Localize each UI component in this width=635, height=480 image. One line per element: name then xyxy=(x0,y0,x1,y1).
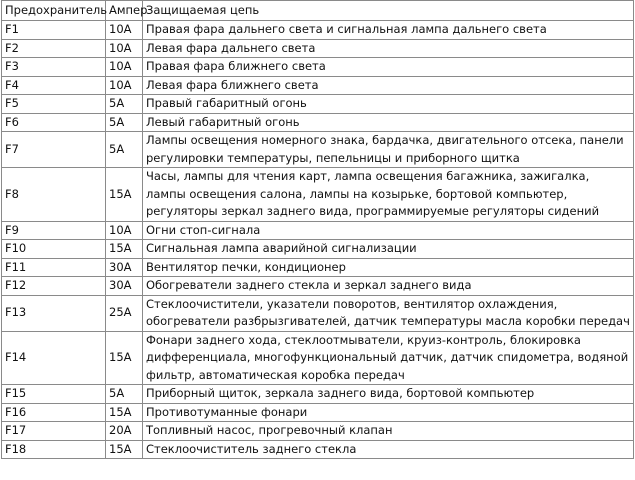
table-row xyxy=(2,113,634,132)
table-row xyxy=(2,58,634,77)
cell-amp: 5A xyxy=(106,132,143,168)
cell-circuit: Стеклоочистители, указатели поворотов, вентилятор охлаждения, обогреватели разбрызгивателей, датчик температуры масла коробки передач xyxy=(143,295,634,331)
cell-circuit: Фонари заднего хода, стеклоотмыватели, круиз-контроль, блокировка дифференциала, многофункциональный датчик, датчик спидометра, водяной фильтр, автоматическая коробка передач xyxy=(143,331,634,385)
cell-amp: 5A xyxy=(106,385,143,404)
cell-circuit: Сигнальная лампа аварийной сигнализации xyxy=(143,240,634,259)
table-row xyxy=(2,422,634,441)
table-row xyxy=(2,240,634,259)
table-row xyxy=(2,277,634,296)
cell-circuit: Правая фара дальнего света и сигнальная лампа дальнего света xyxy=(143,21,634,40)
cell-amp: 5A xyxy=(106,113,143,132)
cell-amp: 20A xyxy=(106,422,143,441)
cell-fuse: F5 xyxy=(2,95,106,114)
table-row xyxy=(2,95,634,114)
cell-circuit: Правый габаритный огонь xyxy=(143,95,634,114)
cell-fuse: F3 xyxy=(2,58,106,77)
cell-circuit: Левая фара дальнего света xyxy=(143,39,634,58)
cell-circuit: Левый габаритный огонь xyxy=(143,113,634,132)
table-row xyxy=(2,258,634,277)
header-circuit: Защищаемая цепь xyxy=(143,1,634,21)
table-row xyxy=(2,331,634,385)
cell-amp: 10A xyxy=(106,58,143,77)
cell-amp: 15A xyxy=(106,440,143,459)
table-row xyxy=(2,21,634,40)
cell-fuse: F17 xyxy=(2,422,106,441)
cell-circuit: Часы, лампы для чтения карт, лампа освещения багажника, зажигалка, лампы освещения салона, лампы на козырьке, бортовой компьютер, регуляторы зеркал заднего вида, программируемые регуляторы сидений xyxy=(143,168,634,222)
cell-circuit: Приборный щиток, зеркала заднего вида, бортовой компьютер xyxy=(143,385,634,404)
cell-fuse: F1 xyxy=(2,21,106,40)
cell-fuse: F2 xyxy=(2,39,106,58)
cell-fuse: F11 xyxy=(2,258,106,277)
cell-amp: 15A xyxy=(106,403,143,422)
cell-fuse: F12 xyxy=(2,277,106,296)
cell-circuit: Противотуманные фонари xyxy=(143,403,634,422)
cell-circuit: Стеклоочиститель заднего стекла xyxy=(143,440,634,459)
table-body xyxy=(2,21,634,459)
cell-amp: 30A xyxy=(106,277,143,296)
cell-circuit: Топливный насос, прогревочный клапан xyxy=(143,422,634,441)
header-fuse: Предохранитель xyxy=(2,1,106,21)
table-row xyxy=(2,132,634,168)
cell-amp: 30A xyxy=(106,258,143,277)
cell-amp: 10A xyxy=(106,76,143,95)
table-header-row xyxy=(2,1,634,21)
cell-fuse: F8 xyxy=(2,168,106,222)
cell-fuse: F16 xyxy=(2,403,106,422)
cell-fuse: F13 xyxy=(2,295,106,331)
cell-amp: 5A xyxy=(106,95,143,114)
cell-circuit: Правая фара ближнего света xyxy=(143,58,634,77)
header-amp: Ампер xyxy=(106,1,143,21)
cell-fuse: F18 xyxy=(2,440,106,459)
fuse-table xyxy=(1,0,634,459)
cell-amp: 15A xyxy=(106,240,143,259)
table-row xyxy=(2,295,634,331)
cell-circuit: Огни стоп-сигнала xyxy=(143,221,634,240)
cell-amp: 25A xyxy=(106,295,143,331)
cell-amp: 10A xyxy=(106,21,143,40)
cell-fuse: F14 xyxy=(2,331,106,385)
cell-fuse: F4 xyxy=(2,76,106,95)
cell-circuit: Обогреватели заднего стекла и зеркал заднего вида xyxy=(143,277,634,296)
cell-amp: 15A xyxy=(106,331,143,385)
table-row xyxy=(2,221,634,240)
cell-fuse: F7 xyxy=(2,132,106,168)
cell-amp: 10A xyxy=(106,39,143,58)
cell-fuse: F10 xyxy=(2,240,106,259)
table-row xyxy=(2,440,634,459)
cell-circuit: Лампы освещения номерного знака, бардачка, двигательного отсека, панели регулировки температуры, пепельницы и приборного щитка xyxy=(143,132,634,168)
cell-fuse: F6 xyxy=(2,113,106,132)
cell-fuse: F15 xyxy=(2,385,106,404)
table-row xyxy=(2,403,634,422)
cell-circuit: Левая фара ближнего света xyxy=(143,76,634,95)
cell-amp: 10A xyxy=(106,221,143,240)
table-row xyxy=(2,168,634,222)
cell-circuit: Вентилятор печки, кондиционер xyxy=(143,258,634,277)
table-row xyxy=(2,39,634,58)
table-row xyxy=(2,76,634,95)
cell-fuse: F9 xyxy=(2,221,106,240)
table-row xyxy=(2,385,634,404)
cell-amp: 15A xyxy=(106,168,143,222)
